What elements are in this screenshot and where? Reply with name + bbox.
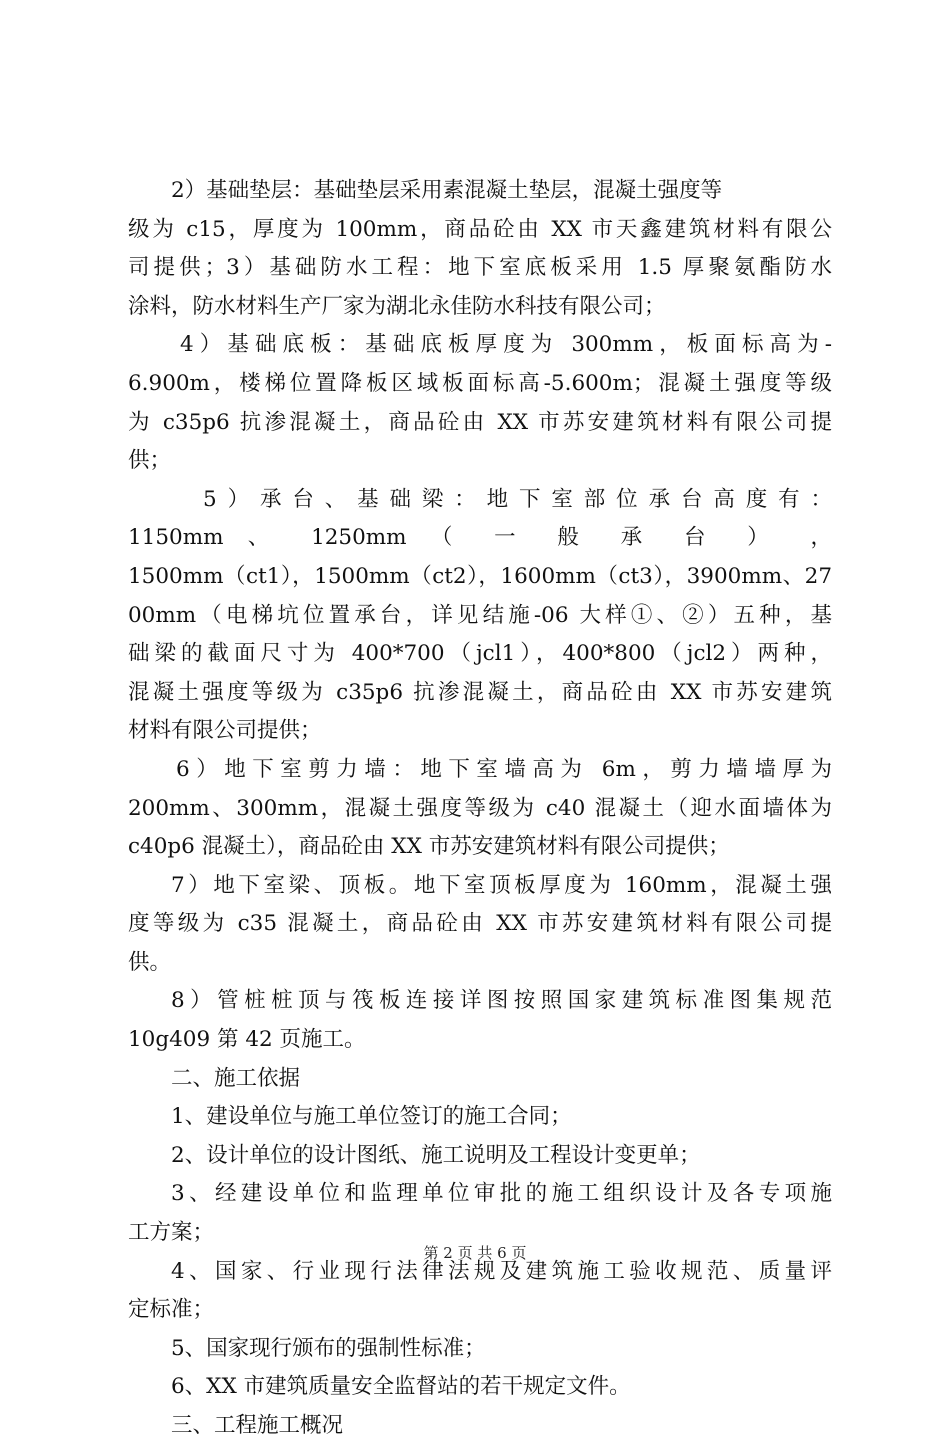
text-line: 6.900m，楼梯位置降板区域板面标高-5.600m；混凝土强度等级 (128, 370, 832, 396)
text-line: 供； (128, 448, 172, 474)
text-line: 00mm（电梯坑位置承台，详见结施-06 大样①、②）五种，基 (128, 602, 832, 628)
text-line: c40p6 混凝土），商品砼由 XX 市苏安建筑材料有限公司提供； (128, 834, 730, 860)
text-line: 工方案； (128, 1220, 215, 1246)
text-line: 1500mm（ct1），1500mm（ct2），1600mm（ct3），3900mm、27 (128, 563, 832, 589)
list-item: 1、建设单位与施工单位签订的施工合同； (171, 1104, 572, 1130)
list-item: 3、经建设单位和监理单位审批的施工组织设计及各专项施 (171, 1181, 832, 1207)
text-line: 司提供；3）基础防水工程：地下室底板采用 1.5 厚聚氨酯防水 (128, 255, 832, 281)
text-line: 10g409 第 42 页施工。 (128, 1027, 366, 1053)
text-line: 度等级为 c35 混凝土，商品砼由 XX 市苏安建筑材料有限公司提 (128, 911, 832, 937)
text-line: 4）基础底板：基础底板厚度为 300mm，板面标高为- (180, 332, 832, 358)
text-line: 8）管桩桩顶与筏板连接详图按照国家建筑标准图集规范 (171, 988, 832, 1014)
text-line: 混凝土强度等级为 c35p6 抗渗混凝土，商品砼由 XX 市苏安建筑 (128, 679, 832, 705)
list-item: 6、XX 市建筑质量安全监督站的若干规定文件。 (171, 1374, 631, 1400)
text-line: 材料有限公司提供； (128, 718, 322, 744)
text-line: 定标准； (128, 1297, 215, 1323)
text-line: 级为 c15，厚度为 100mm，商品砼由 XX 市天鑫建筑材料有限公 (128, 216, 832, 242)
text-line: 7）地下室梁、顶板。地下室顶板厚度为 160mm，混凝土强 (171, 872, 832, 898)
list-item: 5、国家现行颁布的强制性标准； (171, 1335, 486, 1361)
text-line: 5）承台、基础梁：地下室部位承台高度有： (203, 486, 832, 512)
list-item: 2、设计单位的设计图纸、施工说明及工程设计变更单； (171, 1142, 701, 1168)
text-line: 为 c35p6 抗渗混凝土，商品砼由 XX 市苏安建筑材料有限公司提 (128, 409, 832, 435)
section-heading: 三、工程施工概况 (171, 1413, 344, 1438)
text-line: 1150mm 、 1250mm （ 一 般 承 台 ） ， (128, 525, 832, 551)
list-item: 4、国家、行业现行法律法规及建筑施工验收规范、质量评 (171, 1258, 832, 1284)
text-line: 供。 (128, 949, 172, 975)
text-line: 础梁的截面尺寸为 400*700（jcl1），400*800（jcl2）两种， (128, 641, 832, 667)
text-line: 6）地下室剪力墙：地下室墙高为 6m，剪力墙墙厚为 (176, 756, 832, 782)
page-number: 第 2 页 共 6 页 (423, 1244, 527, 1262)
text-line: 200mm、300mm，混凝土强度等级为 c40 混凝土（迎水面墙体为 (128, 795, 832, 821)
text-line: 涂料，防水材料生产厂家为湖北永佳防水科技有限公司； (128, 293, 666, 319)
text-line: 2）基础垫层：基础垫层采用素混凝土垫层，混凝土强度等 (171, 178, 723, 203)
section-heading: 二、施工依据 (171, 1065, 301, 1091)
